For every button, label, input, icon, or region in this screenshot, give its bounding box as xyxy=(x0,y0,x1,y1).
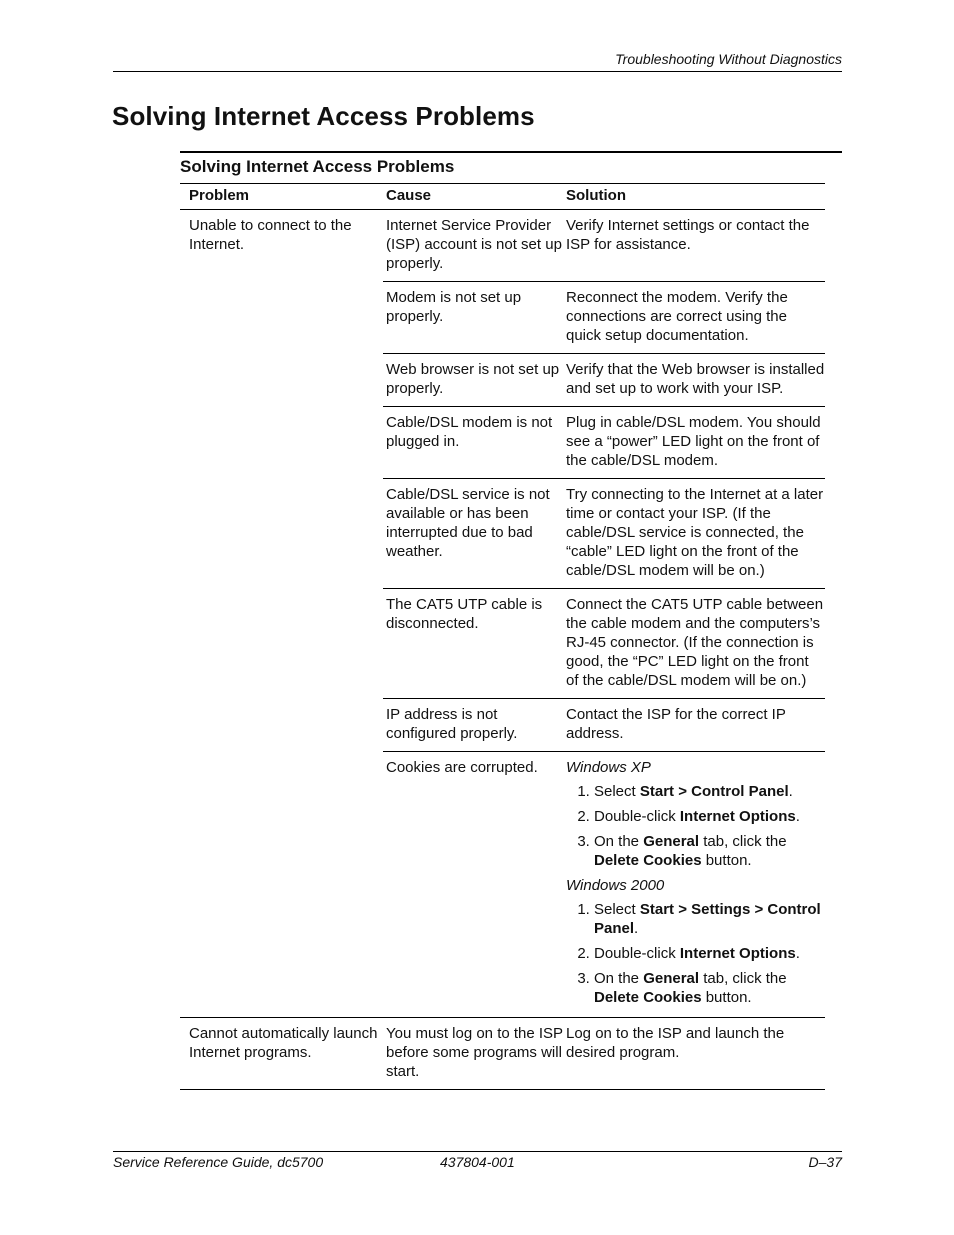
column-header-solution: Solution xyxy=(566,187,626,204)
table-row xyxy=(383,1018,825,1089)
table-row xyxy=(383,282,825,354)
cause-cell: You must log on to the ISP before some programs will start. xyxy=(386,1025,563,1080)
problem-group-launch xyxy=(180,1018,825,1089)
cause-cell: The CAT5 UTP cable is disconnected. xyxy=(386,596,543,632)
cause-cell: Web browser is not set up properly. xyxy=(386,361,560,397)
step-item: 1. Select Start > Settings > Control Panel. xyxy=(594,900,825,938)
table-row xyxy=(383,589,825,699)
os-label-2000: Windows 2000 xyxy=(566,877,665,894)
solution-cell: Verify Internet settings or contact the ISP for assistance. xyxy=(566,217,810,253)
cause-cell: Modem is not set up properly. xyxy=(386,289,522,325)
table-row xyxy=(383,354,825,407)
solution-cell: Plug in cable/DSL modem. You should see a “power” LED light on the front of the cable/DSL modem. xyxy=(566,414,821,469)
footer-rule xyxy=(113,1151,842,1152)
header-rule xyxy=(113,71,842,72)
cause-cell: Cookies are corrupted. xyxy=(386,759,538,776)
steps-list-2000 xyxy=(566,900,825,1007)
table-row xyxy=(383,479,825,589)
solution-cell: Reconnect the modem. Verify the connections are correct using the quick setup documentation. xyxy=(566,289,788,344)
cause-cell: Internet Service Provider (ISP) account is not set up properly. xyxy=(386,217,562,272)
steps-list-xp xyxy=(566,782,825,870)
step-item: 3. On the General tab, click the Delete Cookies button. xyxy=(594,832,825,870)
os-label-xp: Windows XP xyxy=(566,759,651,776)
table-caption: Solving Internet Access Problems xyxy=(180,157,455,176)
step-item: 3. On the General tab, click the Delete Cookies button. xyxy=(594,969,825,1007)
table-row xyxy=(383,210,825,282)
solution-cell: Connect the CAT5 UTP cable between the cable modem and the computers’s RJ-45 connector. (If the connection is good, the “PC” LED light on the front of the cable/DSL modem will be on.) xyxy=(566,596,824,689)
column-header-cause: Cause xyxy=(386,187,432,204)
solution-cell: Log on to the ISP and launch the desired program. xyxy=(566,1025,785,1061)
problem-cell: Unable to connect to the Internet. xyxy=(189,217,352,253)
table-row xyxy=(383,699,825,752)
step-item: 2. Double-click Internet Options. xyxy=(594,944,825,963)
step-item: 2. Double-click Internet Options. xyxy=(594,807,825,826)
problem-group-connect xyxy=(180,210,825,1017)
footer-guide-title: Service Reference Guide, dc5700 xyxy=(113,1154,324,1170)
solution-cell: Contact the ISP for the correct IP address. xyxy=(566,706,786,742)
solution-cell-cookies xyxy=(563,758,825,1013)
running-header: Troubleshooting Without Diagnostics xyxy=(615,51,842,67)
cause-cell: IP address is not configured properly. xyxy=(386,706,518,742)
table-row xyxy=(383,407,825,479)
table-bottom-rule xyxy=(180,1089,825,1090)
cause-cell: Cable/DSL modem is not plugged in. xyxy=(386,414,553,450)
column-header-problem: Problem xyxy=(189,187,250,204)
footer-part-number: 437804-001 xyxy=(440,1154,515,1170)
problem-cell: Cannot automatically launch Internet programs. xyxy=(189,1025,378,1061)
footer-page-number: D–37 xyxy=(808,1154,842,1170)
troubleshooting-table xyxy=(180,151,842,1090)
solution-cell: Verify that the Web browser is installed and set up to work with your ISP. xyxy=(566,361,825,397)
table-header-row xyxy=(180,184,842,209)
page-title: Solving Internet Access Problems xyxy=(112,101,535,131)
table-row xyxy=(383,752,825,1017)
solution-cell: Try connecting to the Internet at a later time or contact your ISP. (If the cable/DSL service is connected, the “cable” LED light on the front of the cable/DSL modem will be on.) xyxy=(566,486,824,579)
cause-cell: Cable/DSL service is not available or has been interrupted due to bad weather. xyxy=(386,486,550,560)
step-item: 1. Select Start > Control Panel. xyxy=(594,782,825,801)
